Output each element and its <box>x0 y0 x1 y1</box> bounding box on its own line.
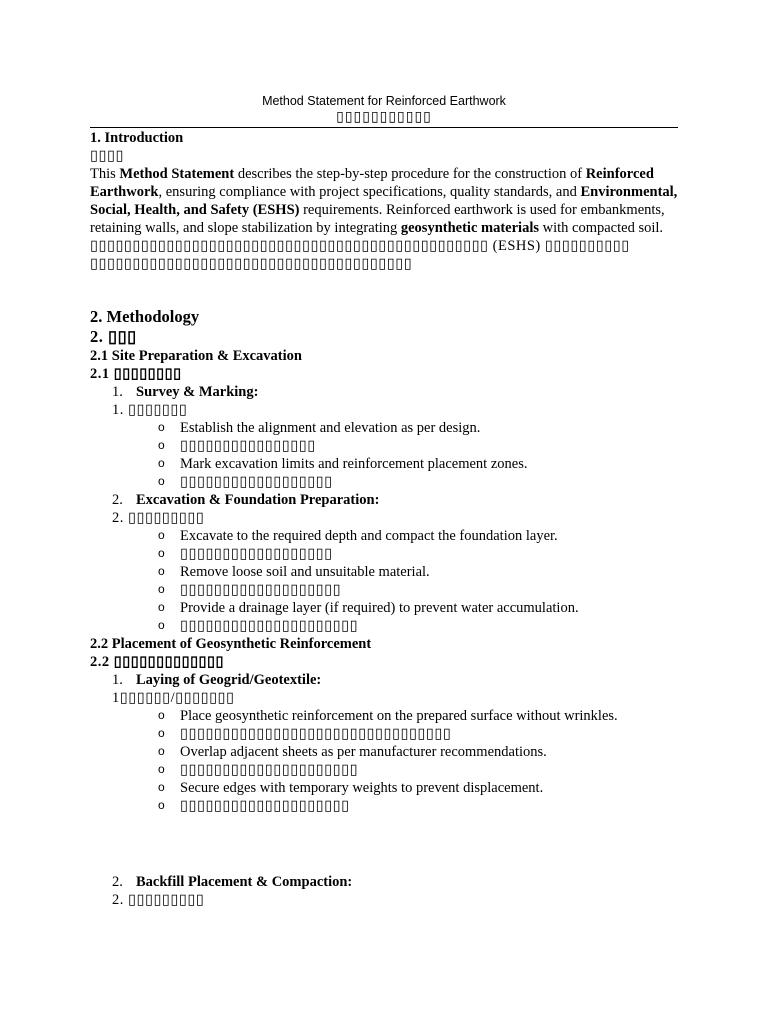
introduction-paragraph-cjk-line2: ▯▯▯▯▯▯▯▯▯▯▯▯▯▯▯▯▯▯▯▯▯▯▯▯▯▯▯▯▯▯▯▯▯▯▯▯▯▯ <box>90 256 413 272</box>
subsection-heading-2-2-cjk: 2.2 ▯▯▯▯▯▯▯▯▯▯▯▯▯ <box>90 654 224 670</box>
bullet-marker: o <box>158 726 166 740</box>
subsection-heading-2-1: 2.1 Site Preparation & Excavation <box>90 348 302 364</box>
bullet-item: o Secure edges with temporary weights to prevent displacement. <box>158 780 544 796</box>
bullet-marker: o <box>158 420 165 434</box>
bullet-item: o Mark excavation limits and reinforcement placement zones. <box>158 456 528 472</box>
numbered-item <box>90 873 678 891</box>
bullet-item: o Remove loose soil and unsuitable material. <box>158 564 430 580</box>
bullet-marker: o <box>158 600 165 614</box>
bullet-item: o ▯▯▯▯▯▯▯▯▯▯▯▯▯▯▯▯▯▯▯▯▯ <box>158 762 359 778</box>
bullet-marker: o <box>158 546 166 560</box>
numbered-item-cjk <box>90 509 678 527</box>
section-heading-introduction-cjk: ▯▯▯▯ <box>90 148 124 164</box>
item-number: 2. <box>112 874 123 890</box>
bullet-marker: o <box>158 564 165 578</box>
item-label: Backfill Placement & Compaction: <box>136 874 353 890</box>
bullet-item: o ▯▯▯▯▯▯▯▯▯▯▯▯▯▯▯▯▯▯▯▯▯ <box>158 618 359 634</box>
numbered-item <box>90 491 678 509</box>
numbered-item <box>90 383 678 401</box>
section-heading-methodology: 2. Methodology <box>90 307 200 326</box>
numbered-item-cjk <box>90 891 678 909</box>
item-label-cjk: 2. ▯▯▯▯▯▯▯▯▯ <box>112 892 205 908</box>
bullet-item: o ▯▯▯▯▯▯▯▯▯▯▯▯▯▯▯▯▯▯▯▯ <box>158 798 350 814</box>
introduction-paragraph: This Method Statement describes the step-by-step procedure for the construction of Reinforced Earthwork, ensuring compliance with project specifications, quality standards, and Environmental, Social, Health, and Safety (ESHS) requirements. Reinforced earthwork is used for embankments, retaining walls, and slope stabilization by integrating geosynthetic materials with compacted soil. <box>90 166 678 236</box>
item-label: Laying of Geogrid/Geotextile: <box>136 672 322 688</box>
bullet-marker: o <box>158 528 165 542</box>
bullet-item: o Establish the alignment and elevation as per design. <box>158 420 481 436</box>
title-underline <box>90 127 678 128</box>
section-heading-introduction: 1. Introduction <box>90 130 184 146</box>
bullet-marker: o <box>158 798 166 812</box>
item-number: 2. <box>112 492 123 508</box>
bullet-item: o ▯▯▯▯▯▯▯▯▯▯▯▯▯▯▯▯▯▯▯▯▯▯▯▯▯▯▯▯▯▯▯▯ <box>158 726 452 742</box>
bullet-item: o ▯▯▯▯▯▯▯▯▯▯▯▯▯▯▯▯▯▯ <box>158 474 333 490</box>
bullet-item: o Overlap adjacent sheets as per manufacturer recommendations. <box>158 744 547 760</box>
item-label-cjk: 1. ▯▯▯▯▯▯▯ <box>112 402 188 418</box>
section-heading-methodology-cjk: 2. ▯▯▯ <box>90 327 137 346</box>
bullet-item: o ▯▯▯▯▯▯▯▯▯▯▯▯▯▯▯▯▯▯▯ <box>158 582 342 598</box>
bullet-marker: o <box>158 618 166 632</box>
bullet-marker: o <box>158 582 166 596</box>
spacer <box>90 273 678 307</box>
bullet-marker: o <box>158 762 166 776</box>
item-number: 1. <box>112 384 123 400</box>
numbered-item-cjk <box>90 401 678 419</box>
subsection-heading-2-1-cjk: 2.1 ▯▯▯▯▯▯▯▯ <box>90 366 182 382</box>
document-title: Method Statement for Reinforced Earthwork <box>262 94 506 108</box>
numbered-item <box>90 671 678 689</box>
item-label: Excavation & Foundation Preparation: <box>136 492 380 508</box>
bullet-marker: o <box>158 438 166 452</box>
bullet-item: o Provide a drainage layer (if required) to prevent water accumulation. <box>158 600 579 616</box>
item-label-cjk: 2. ▯▯▯▯▯▯▯▯▯ <box>112 510 205 526</box>
bullet-item: o ▯▯▯▯▯▯▯▯▯▯▯▯▯▯▯▯▯▯ <box>158 546 333 562</box>
introduction-paragraph-cjk-line1: ▯▯▯▯▯▯▯▯▯▯▯▯▯▯▯▯▯▯▯▯▯▯▯▯▯▯▯▯▯▯▯▯▯▯▯▯▯▯▯▯▯▯▯▯▯▯▯ (ESHS) ▯▯▯▯▯▯▯▯▯▯ <box>90 238 630 254</box>
document-subtitle: ▯▯▯▯▯▯▯▯▯▯▯ <box>336 110 432 125</box>
spacer <box>90 815 678 873</box>
item-number: 1. <box>112 672 123 688</box>
bullet-marker: o <box>158 474 166 488</box>
bullet-marker: o <box>158 708 165 722</box>
bullet-item: o Place geosynthetic reinforcement on the prepared surface without wrinkles. <box>158 708 618 724</box>
bullet-item: o Excavate to the required depth and compact the foundation layer. <box>158 528 558 544</box>
bullet-marker: o <box>158 780 165 794</box>
item-label: Survey & Marking: <box>136 384 259 400</box>
bullet-marker: o <box>158 744 165 758</box>
item-label-cjk: 1▯▯▯▯▯▯/▯▯▯▯▯▯▯ <box>112 690 235 706</box>
document-body <box>90 94 678 909</box>
subsection-heading-2-2: 2.2 Placement of Geosynthetic Reinforcement <box>90 636 372 652</box>
numbered-item-cjk <box>90 689 678 707</box>
bullet-item: o ▯▯▯▯▯▯▯▯▯▯▯▯▯▯▯▯ <box>158 438 316 454</box>
bullet-marker: o <box>158 456 165 470</box>
